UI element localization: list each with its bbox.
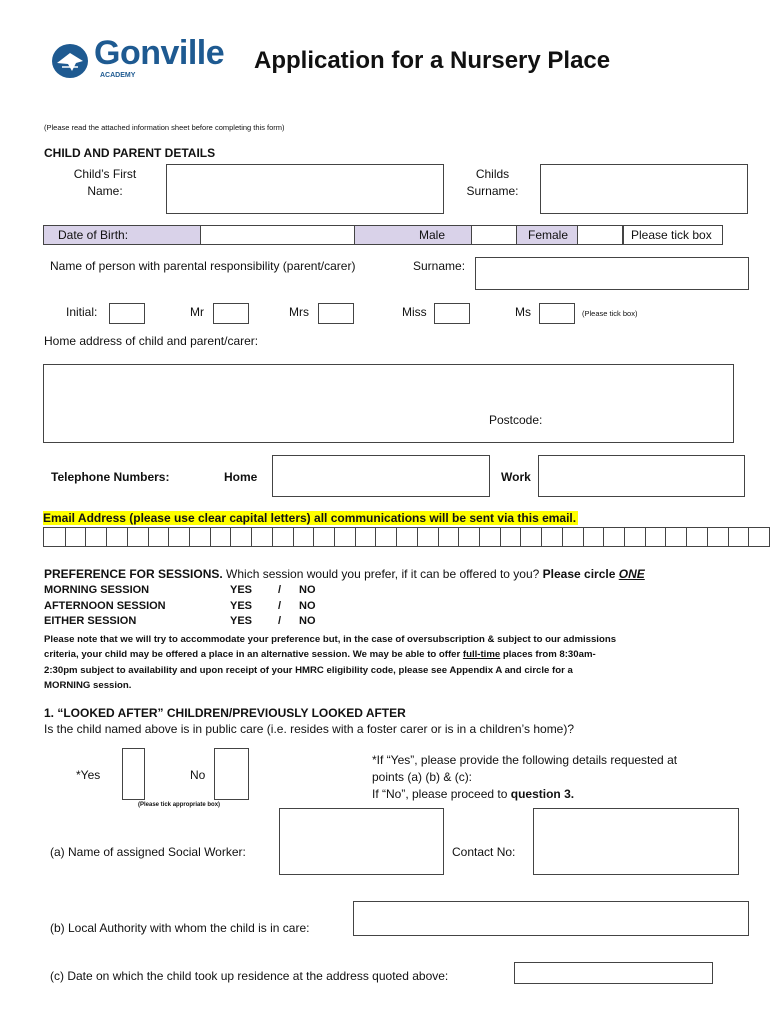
session-row [44,615,136,627]
email-char-divider [583,528,584,546]
instruction-line: *If “Yes”, please provide the following details requested at [372,753,678,767]
home-phone-field[interactable] [272,455,490,497]
email-char-divider [728,528,729,546]
note-line: Please note that we will try to accommodate your preference but, in the case of oversubscription & subject to our admissions [44,634,617,645]
contact-field[interactable] [533,808,739,875]
social-worker-field[interactable] [279,808,444,875]
no-label: No [190,768,206,782]
email-char-divider [189,528,190,546]
social-worker-label: (a) Name of assigned Social Worker: [50,845,246,859]
residence-label: (c) Date on which the child took up residence at the address quoted above: [50,969,449,983]
session-label: AFTERNOON SESSION [44,600,166,612]
title-tick-note: (Please tick box) [582,309,638,318]
instruction-question: question 3. [510,787,575,801]
instruction-text: If “No”, please proceed to [372,787,511,801]
ms-checkbox[interactable] [539,303,575,324]
address-label: Home address of child and parent/carer: [44,334,259,348]
email-char-divider [500,528,501,546]
female-label: Female [528,228,569,242]
shield-icon [50,41,90,81]
email-char-divider [127,528,128,546]
mrs-label: Mrs [289,305,309,319]
parent-surname-label: Surname: [413,259,466,273]
contact-label: Contact No: [452,845,516,859]
note-fulltime: full-time [462,649,501,661]
authority-field[interactable] [353,901,749,936]
note-text: places from 8:30am- [500,649,596,661]
authority-label: (b) Local Authority with whom the child is in care: [50,921,310,935]
child-first-name-label [60,166,150,200]
page-title: Application for a Nursery Place [254,47,611,74]
session-yes[interactable]: YES [230,584,253,596]
child-surname-field[interactable] [540,164,748,214]
dob-field[interactable] [200,225,355,245]
email-char-divider [313,528,314,546]
email-char-divider [541,528,542,546]
work-label: Work [501,470,531,484]
dob-row [43,225,723,245]
parent-surname-field[interactable] [475,257,749,290]
yes-label: *Yes [76,768,101,782]
email-char-divider [293,528,294,546]
section-heading: CHILD AND PARENT DETAILS [44,146,216,160]
session-no[interactable]: NO [299,584,316,596]
work-phone-field[interactable] [538,455,745,497]
email-char-divider [251,528,252,546]
email-char-divider [230,528,231,546]
dob-label: Date of Birth: [58,228,129,242]
note-line [44,647,616,662]
miss-label: Miss [402,305,427,319]
email-char-divider [65,528,66,546]
label-line: Childs [475,167,510,181]
session-label: MORNING SESSION [44,584,150,596]
miss-checkbox[interactable] [434,303,470,324]
email-char-divider [479,528,480,546]
email-char-divider [210,528,211,546]
email-char-divider [85,528,86,546]
looked-after-heading: 1. “LOOKED AFTER” CHILDREN/PREVIOUSLY LOOKED AFTER [44,706,406,720]
session-no[interactable]: NO [299,600,316,612]
email-char-divider [665,528,666,546]
yes-checkbox[interactable] [122,748,145,800]
email-char-divider [375,528,376,546]
postcode-label: Postcode: [489,413,543,427]
email-char-divider [396,528,397,546]
label-line: Child’s First [73,167,137,181]
residence-field[interactable] [514,962,713,984]
tick-label-cell [623,225,723,245]
child-first-name-field[interactable] [166,164,444,214]
child-surname-label [455,166,530,200]
sessions-note [44,632,616,693]
email-char-divider [748,528,749,546]
form-note: (Please read the attached information sheet before completing this form) [44,123,285,132]
parental-label: Name of person with parental responsibility (parent/carer) [50,259,356,273]
male-label: Male [419,228,446,242]
email-char-divider [334,528,335,546]
session-slash: / [278,600,282,612]
note-line: 2:30pm subject to availability and upon receipt of your HMRC eligibility code, please see Appendix A and circle for a [44,664,573,676]
ms-label: Ms [515,305,531,319]
sessions-heading-bold: PREFERENCE FOR SESSIONS. [44,567,223,581]
session-slash: / [278,584,282,596]
yes-instructions [372,752,677,803]
initial-label: Initial: [66,305,98,319]
email-char-divider [148,528,149,546]
email-char-divider [624,528,625,546]
instruction-line: points (a) (b) & (c): [372,770,473,784]
session-label: EITHER SESSION [44,615,137,627]
email-char-divider [106,528,107,546]
tick-label: Please tick box [631,228,712,242]
email-char-divider [168,528,169,546]
mr-checkbox[interactable] [213,303,249,324]
initial-field[interactable] [109,303,145,324]
label-line: Surname: [466,184,519,198]
email-boxes[interactable] [43,527,770,547]
tick-appropriate-note: (Please tick appropriate box) [138,802,221,808]
circle-one: ONE [618,567,645,581]
mr-label: Mr [190,305,204,319]
female-checkbox[interactable] [577,225,623,245]
label-line: Name: [87,184,123,198]
logo-sub: ACADEMY [100,72,136,79]
email-char-divider [562,528,563,546]
note-line: MORNING session. [44,679,132,691]
telephone-label: Telephone Numbers: [51,470,170,484]
sessions-heading-text: Which session would you prefer, if it can be offered to you? [222,567,543,581]
session-yes[interactable]: YES [230,615,253,627]
sessions-heading [44,567,645,581]
address-field[interactable] [43,364,734,443]
no-checkbox[interactable] [214,748,249,800]
session-no[interactable]: NO [299,615,316,627]
email-char-divider [645,528,646,546]
email-char-divider [707,528,708,546]
session-row [44,600,166,612]
session-yes[interactable]: YES [230,600,253,612]
email-char-divider [355,528,356,546]
school-logo [50,34,240,84]
email-char-divider [686,528,687,546]
email-char-divider [603,528,604,546]
logo-name: Gonville [94,34,225,72]
email-label: Email Address (please use clear capital letters) all communications will be sent via this email. [43,511,577,525]
circle-text: Please circle [542,567,619,581]
email-char-divider [272,528,273,546]
instruction-line [372,786,677,803]
email-char-divider [520,528,521,546]
email-char-divider [458,528,459,546]
session-slash: / [278,615,282,627]
mrs-checkbox[interactable] [318,303,354,324]
session-row [44,584,149,596]
looked-after-question: Is the child named above is in public care (i.e. resides with a foster carer or is in a children’s home)? [44,722,575,736]
email-char-divider [438,528,439,546]
note-text: criteria, your child may be offered a place in an alternative session. We may be able to offer [44,649,463,661]
male-checkbox[interactable] [471,225,517,245]
home-label: Home [224,470,258,484]
email-char-divider [417,528,418,546]
